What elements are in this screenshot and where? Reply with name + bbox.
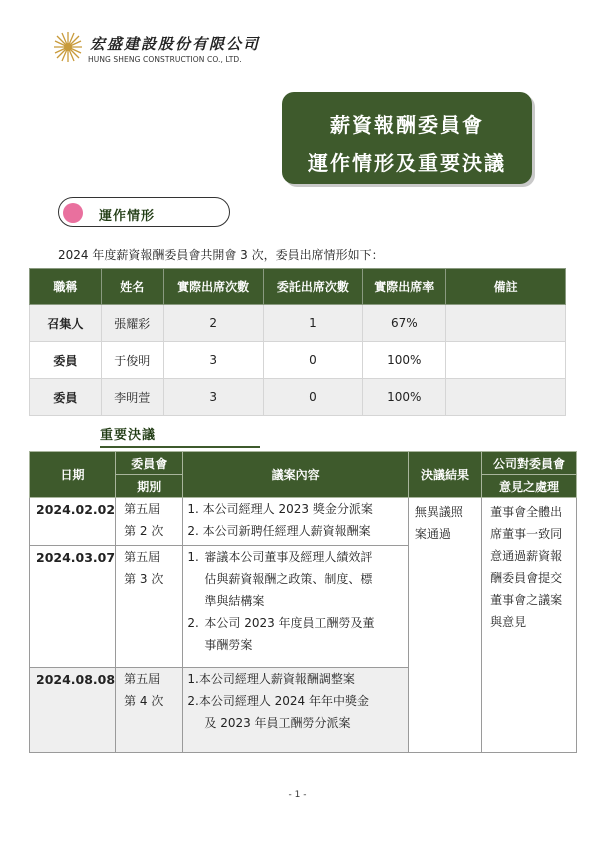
header-result: 決議結果 xyxy=(408,452,481,498)
session-meeting: 第 3 次 xyxy=(124,572,164,586)
page-number: - 1 - xyxy=(288,790,307,800)
cell-name: 張耀彩 xyxy=(101,305,163,342)
session-term: 第五屆 xyxy=(124,672,161,686)
attendance-header-row xyxy=(30,269,566,305)
company-logo-icon xyxy=(52,30,84,64)
cell-actual: 2 xyxy=(163,305,263,342)
table-row xyxy=(30,498,577,546)
title-banner xyxy=(282,92,532,184)
session-meeting: 第 4 次 xyxy=(124,694,164,708)
company-name-chinese: 宏盛建設股份有限公司 xyxy=(90,35,261,53)
cell-proxy: 0 xyxy=(263,379,363,416)
cell-remarks xyxy=(446,379,566,416)
attendance-intro: 2024 年度薪資報酬委員會共開會 3 次，委員出席情形如下： xyxy=(58,248,384,262)
section-heading-decisions: 重要決議 xyxy=(100,428,157,443)
cell-session xyxy=(116,498,183,546)
agenda-item: 1. 本公司經理人 2023 獎金分派案 xyxy=(187,502,373,516)
header-date: 日期 xyxy=(30,452,116,498)
cell-remarks xyxy=(446,305,566,342)
session-term: 第五屆 xyxy=(124,550,161,564)
agenda-item-continued: 準與結構案 xyxy=(204,594,265,608)
cell-proxy: 1 xyxy=(263,305,363,342)
session-term: 第五屆 xyxy=(124,502,161,516)
cell-name: 李明萱 xyxy=(101,379,163,416)
cell-content xyxy=(183,498,408,546)
agenda-item: 1.本公司經理人薪資報酬調整案 xyxy=(187,672,355,686)
header-name: 姓名 xyxy=(101,269,163,305)
table-row xyxy=(30,342,566,379)
cell-actual: 3 xyxy=(163,342,263,379)
table-row xyxy=(30,379,566,416)
opinion-line: 酬委員會提交 xyxy=(490,571,563,585)
cell-date: 2024.02.02 xyxy=(30,498,116,546)
header-content: 議案內容 xyxy=(183,452,408,498)
header-proxy-attendance: 委託出席次數 xyxy=(263,269,363,305)
cell-date: 2024.08.08 xyxy=(30,668,116,753)
opinion-line: 席董事一致同 xyxy=(490,527,563,541)
cell-content xyxy=(183,668,408,753)
cell-opinion xyxy=(482,498,577,753)
opinion-line: 與意見 xyxy=(490,615,527,629)
opinion-line: 意通過薪資報 xyxy=(490,549,563,563)
session-meeting: 第 2 次 xyxy=(124,524,164,538)
cell-title: 委員 xyxy=(30,342,102,379)
cell-name: 于俊明 xyxy=(101,342,163,379)
agenda-item: 1. 審議本公司董事及經理人績效評 xyxy=(187,550,373,564)
header-remarks: 備註 xyxy=(446,269,566,305)
header-opinion-top: 公司對委員會 xyxy=(482,452,577,475)
cell-rate: 67% xyxy=(363,305,446,342)
company-name-english: HUNG SHENG CONSTRUCTION CO., LTD. xyxy=(88,55,242,64)
cell-remarks xyxy=(446,342,566,379)
result-line: 無異議照 xyxy=(414,505,463,519)
agenda-item: 2.本公司經理人 2024 年年中獎金 xyxy=(187,694,370,708)
opinion-line: 董事會全體出 xyxy=(490,505,563,519)
cell-session xyxy=(116,546,183,668)
bullet-dot-icon xyxy=(63,203,83,223)
attendance-table xyxy=(29,268,566,416)
agenda-item-continued: 估與薪資報酬之政策、制度、標 xyxy=(204,572,373,586)
agenda-item-continued: 事酬勞案 xyxy=(204,638,253,652)
result-line: 案通過 xyxy=(414,527,451,541)
header-session-bottom: 期別 xyxy=(116,475,183,498)
section-heading-operation: 運作情形 xyxy=(99,209,156,224)
cell-rate: 100% xyxy=(363,342,446,379)
cell-title: 委員 xyxy=(30,379,102,416)
title-line-1: 薪資報酬委員會 xyxy=(330,113,484,137)
agenda-item: 2. 本公司 2023 年度員工酬勞及董 xyxy=(187,616,375,630)
cell-rate: 100% xyxy=(363,379,446,416)
opinion-line: 董事會之議案 xyxy=(490,593,563,607)
cell-session xyxy=(116,668,183,753)
cell-proxy: 0 xyxy=(263,342,363,379)
agenda-item-continued: 及 2023 年員工酬勞分派案 xyxy=(204,716,351,730)
cell-date: 2024.03.07 xyxy=(30,546,116,668)
heading-underline xyxy=(100,446,260,448)
decisions-table xyxy=(29,451,577,753)
header-actual-attendance: 實際出席次數 xyxy=(163,269,263,305)
header-session-top: 委員會 xyxy=(116,452,183,475)
title-line-2: 運作情形及重要決議 xyxy=(308,151,506,175)
table-row xyxy=(30,305,566,342)
header-title: 職稱 xyxy=(30,269,102,305)
header-opinion-bottom: 意見之處理 xyxy=(482,475,577,498)
cell-actual: 3 xyxy=(163,379,263,416)
decisions-header-row xyxy=(30,452,577,475)
cell-result xyxy=(408,498,481,753)
agenda-item: 2. 本公司新聘任經理人薪資報酬案 xyxy=(187,524,371,538)
cell-content xyxy=(183,546,408,668)
header-attendance-rate: 實際出席率 xyxy=(363,269,446,305)
cell-title: 召集人 xyxy=(30,305,102,342)
